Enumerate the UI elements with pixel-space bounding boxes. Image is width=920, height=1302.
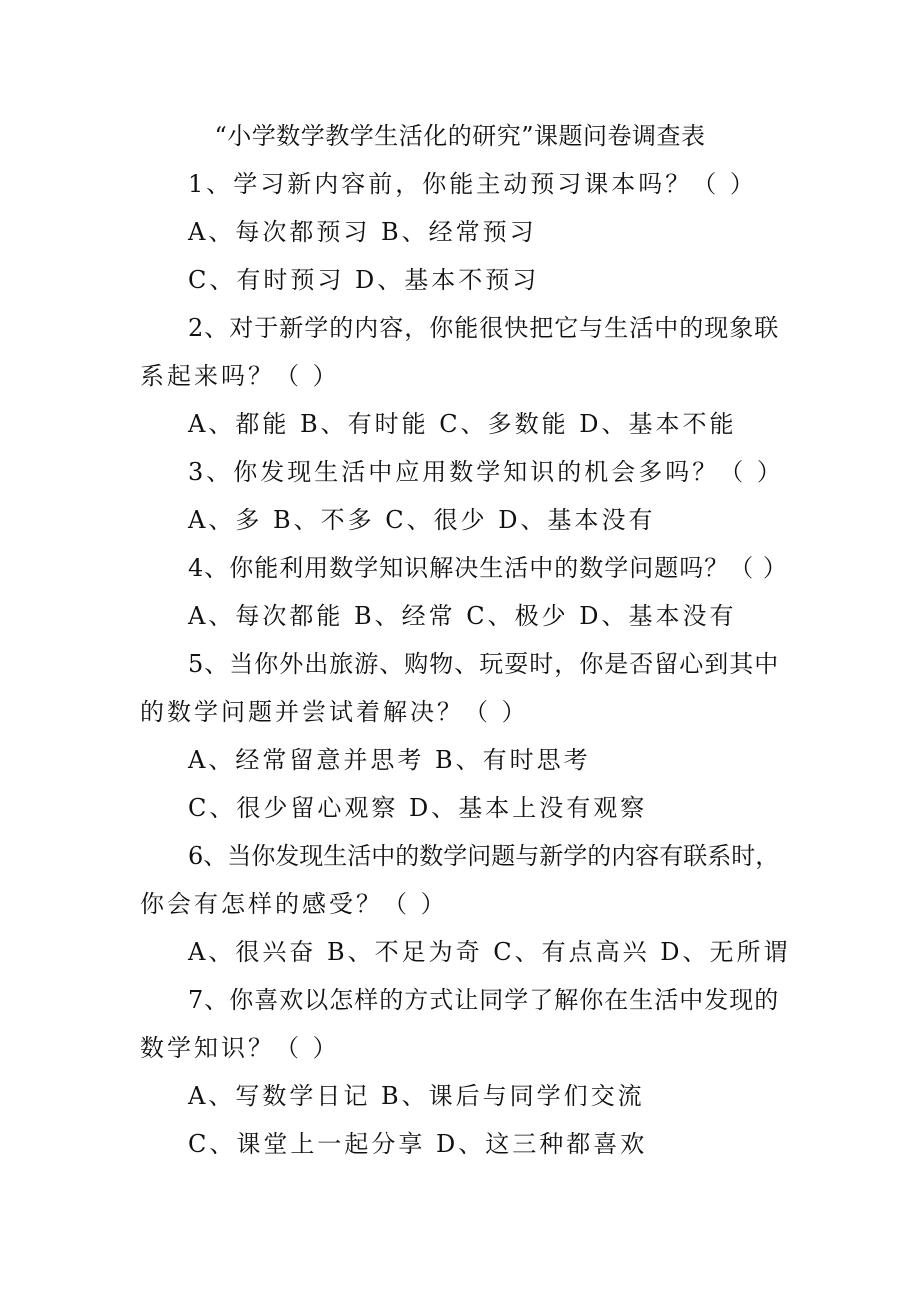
question-6-line-2: 你会有怎样的感受？（ ） [140, 890, 448, 918]
question-5-line-1: 5、当你外出旅游、购物、玩耍时，你是否留心到其中 [188, 650, 780, 678]
question-3-options: A、多 B、不多 C、很少 D、基本没有 [188, 506, 656, 534]
question-4-options: A、每次都能 B、经常 C、极少 D、基本没有 [188, 602, 737, 630]
question-1-options-c-d: C、有时预习 D、基本不预习 [188, 266, 540, 294]
question-5-line-2: 的数学问题并尝试着解决？（ ） [140, 698, 529, 726]
question-7-line-1: 7、你喜欢以怎样的方式让同学了解你在生活中发现的 [188, 986, 780, 1014]
question-1-options-a-b: A、每次都预习 B、经常预习 [188, 218, 537, 246]
page-title: “小学数学教学生活化的研究”课题问卷调查表 [214, 122, 706, 150]
question-1: 1、学习新内容前，你能主动预习课本吗？（ ） [188, 170, 757, 198]
question-7-options-a-b: A、写数学日记 B、课后与同学们交流 [188, 1082, 645, 1110]
question-2-options: A、都能 B、有时能 C、多数能 D、基本不能 [188, 410, 737, 438]
question-7-line-2: 数学知识？（ ） [140, 1034, 340, 1062]
question-2-line-1: 2、对于新学的内容，你能很快把它与生活中的现象联 [188, 314, 780, 342]
question-5-options-c-d: C、很少留心观察 D、基本上没有观察 [188, 794, 648, 822]
question-6-options: A、很兴奋 B、不足为奇 C、有点高兴 D、无所谓 [188, 938, 791, 966]
question-7-options-c-d: C、课堂上一起分享 D、这三种都喜欢 [188, 1130, 648, 1158]
question-6-line-1: 6、当你发现生活中的数学问题与新学的内容有联系时， [188, 842, 780, 870]
question-2-line-2: 系起来吗？（ ） [140, 362, 340, 390]
question-5-options-a-b: A、经常留意并思考 B、有时思考 [188, 746, 591, 774]
question-3: 3、你发现生活中应用数学知识的机会多吗？（ ） [188, 458, 784, 486]
question-4: 4、你能利用数学知识解决生活中的数学问题吗？（ ） [188, 554, 788, 582]
